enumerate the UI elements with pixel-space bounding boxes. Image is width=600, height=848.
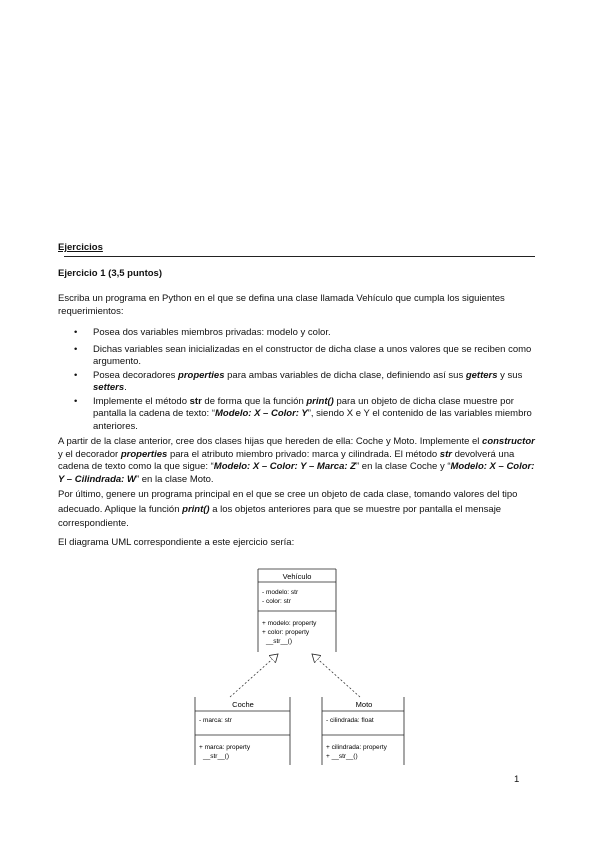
uml-class-moto: [322, 697, 404, 765]
keyword-properties: properties: [178, 369, 225, 381]
text-run: ” en la clase Moto.: [135, 473, 214, 485]
bullet-icon: •: [74, 343, 78, 355]
method-color-property: + color: property: [262, 629, 310, 636]
text-run: de forma que la función: [201, 395, 307, 407]
format-string-coche: Modelo: X – Color: Y – Marca: Z: [213, 461, 356, 472]
inheritance-arrow-moto: [312, 654, 360, 697]
text-run: ”, siendo X e Y el contenido de las variables miembro anteriores.: [93, 408, 532, 432]
text-run: .: [124, 382, 127, 393]
bullet-icon: •: [74, 327, 78, 338]
attr-color: - color: str: [262, 598, 291, 605]
text-run: Implemente el método: [93, 395, 190, 407]
keyword-print: print(): [306, 395, 334, 407]
method-cilindrada-property: + cilindrada: property: [326, 744, 387, 751]
list-item-text: Posea dos variables miembros privadas: modelo y color.: [93, 327, 331, 338]
method-str: + __str__(): [326, 753, 358, 760]
method-marca-property: + marca: property: [199, 744, 251, 751]
text-run: a los objetos anteriores para que se muestre por pantalla el mensaje correspondiente.: [58, 503, 502, 529]
class-name-vehiculo: Vehículo: [282, 572, 312, 581]
uml-class-vehiculo: [258, 569, 336, 652]
text-run: ” en la clase Coche y “: [355, 461, 451, 472]
inheritance-arrow-coche: [230, 654, 278, 697]
text-run: y el decorador: [58, 448, 121, 460]
text-run: para el atributo miembro privado: marca y cilindrada. El método: [167, 448, 440, 460]
method-str: __str__(): [266, 638, 293, 645]
text-run: Por último, genere un programa principal en el que se cree un objeto de cada clase, tomando valores del tipo adecuado. Aplique la función: [58, 489, 518, 515]
text-run: Posea decoradores: [93, 369, 179, 381]
format-string-moto: Modelo: X – Color: Y – Cilindrada: W: [58, 461, 535, 485]
diagram-intro: El diagrama UML correspondiente a este ejercicio sería:: [58, 537, 295, 548]
bullet-icon: •: [74, 369, 78, 381]
text-run: para ambas variables de dicha clase, definiendo así sus: [224, 369, 466, 381]
exercise-title: Ejercicio 1 (3,5 puntos): [58, 268, 162, 279]
keyword-properties: properties: [120, 448, 168, 460]
section-title: Ejercicios: [58, 242, 103, 253]
keyword-constructor: constructor: [482, 436, 535, 447]
text-run: y sus: [497, 369, 523, 381]
method-str: __str__(): [203, 753, 230, 760]
keyword-str: str: [189, 395, 202, 407]
attr-marca: - marca: str: [199, 717, 232, 724]
list-item-text: Dichas variables sean inicializadas en el constructor de dicha clase a unos valores que se reciben como argumento.: [93, 343, 532, 367]
keyword-getters: getters: [465, 369, 498, 381]
page-number: 1: [514, 774, 520, 785]
attr-modelo: - modelo: str: [262, 589, 299, 596]
format-string: Modelo: X – Color: Y: [215, 408, 308, 419]
attr-cilindrada: - cilindrada: float: [326, 717, 374, 724]
class-name-coche: Coche: [232, 700, 254, 709]
text-run: A partir de la clase anterior, cree dos clases hijas que hereden de ella: Coche y Moto. Implemente el: [58, 436, 483, 447]
text-run: para un objeto de dicha clase muestre por pantalla la cadena de texto: “: [93, 395, 514, 419]
method-modelo-property: + modelo: property: [262, 620, 317, 627]
class-name-moto: Moto: [355, 700, 373, 709]
keyword-print: print(): [182, 503, 210, 515]
uml-class-coche: [195, 697, 290, 765]
keyword-setters: setters: [93, 382, 125, 393]
text-run: devolverá una cadena de texto como la que sigue: “: [58, 448, 515, 472]
keyword-str: str: [439, 448, 452, 460]
intro-paragraph: Escriba un programa en Python en el que se defina una clase llamada Vehículo que cumpla los siguientes requerimientos:: [58, 293, 505, 317]
bullet-icon: •: [74, 395, 78, 407]
